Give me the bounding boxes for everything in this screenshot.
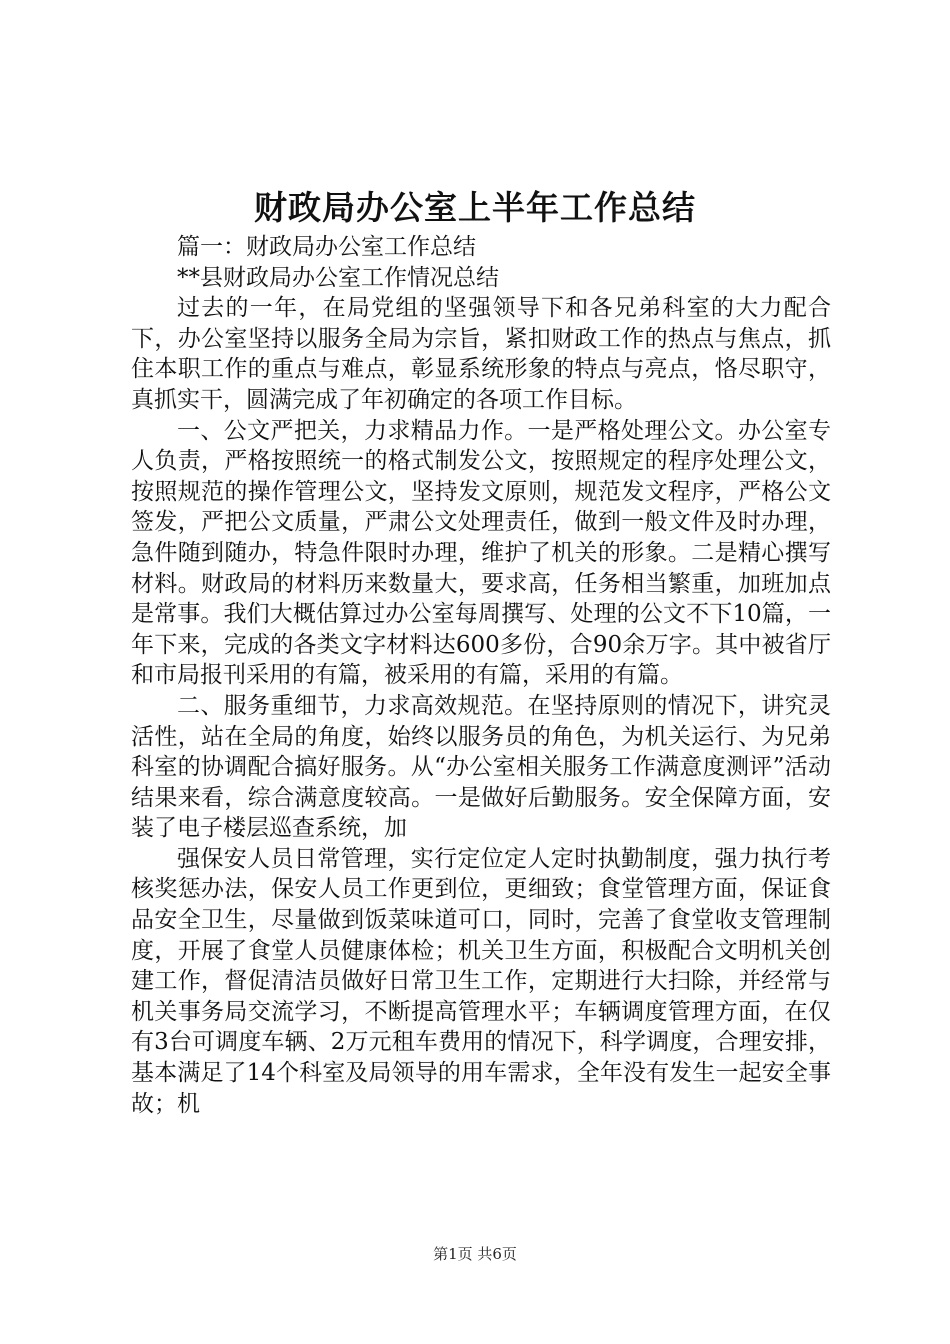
section-heading: 篇一：财政局办公室工作总结 — [177, 234, 476, 260]
body-paragraph: 一、公文严把关，力求精品力作。一是严格处理公文。办公室专人负责，严格按照统一的格式制发公文，按照规定的程序处理公文，按照规范的操作管理公文，坚持发文原则，规范发文程序，严格公文签发，严把公文质量，严肃公文处理责任，做到一般文件及时办理，急件随到随办，特急件限时办理，维护了机关的形象。二是精心撰写材料。财政局的材料历来数量大，要求高，任务相当繁重，加班加点是常事。我们大概估算过办公室每周撰写、处理的公文不下10篇，一年下来，完成的各类文字材料达600多份，合90余万字。其中被省厅和市局报刊采用的有篇，被采用的有篇，采用的有篇。 — [131, 417, 831, 689]
document-body — [131, 232, 831, 1119]
body-paragraph: 过去的一年，在局党组的坚强领导下和各兄弟科室的大力配合下，办公室坚持以服务全局为宗旨，紧扣财政工作的热点与焦点，抓住本职工作的重点与难点，彰显系统形象的特点与亮点，恪尽职守，真抓实干，圆满完成了年初确定的各项工作目标。 — [131, 295, 831, 413]
page-number-footer: 第1页 共6页 — [433, 1245, 517, 1263]
body-paragraph: 二、服务重细节，力求高效规范。在坚持原则的情况下，讲究灵活性，站在全局的角度，始终以服务员的角色，为机关运行、为兄弟科室的协调配合搞好服务。从“办公室相关服务工作满意度测评”活动结果来看，综合满意度较高。一是做好后勤服务。安全保障方面，安装了电子楼层巡查系统，加 — [131, 692, 831, 842]
document-title: 财政局办公室上半年工作总结 — [254, 188, 696, 227]
report-subtitle: **县财政局办公室工作情况总结 — [177, 264, 499, 291]
body-paragraph: 强保安人员日常管理，实行定位定人定时执勤制度，强力执行考核奖惩办法，保安人员工作更到位，更细致；食堂管理方面，保证食品安全卫生，尽量做到饭菜味道可口，同时，完善了食堂收支管理制度，开展了食堂人员健康体检；机关卫生方面，积极配合文明机关创建工作，督促清洁员做好日常卫生工作，定期进行大扫除，并经常与机关事务局交流学习，不断提高管理水平；车辆调度管理方面，在仅有3台可调度车辆、2万元租车费用的情况下，科学调度，合理安排，基本满足了14个科室及局领导的用车需求，全年没有发生一起安全事故；机 — [131, 845, 831, 1117]
